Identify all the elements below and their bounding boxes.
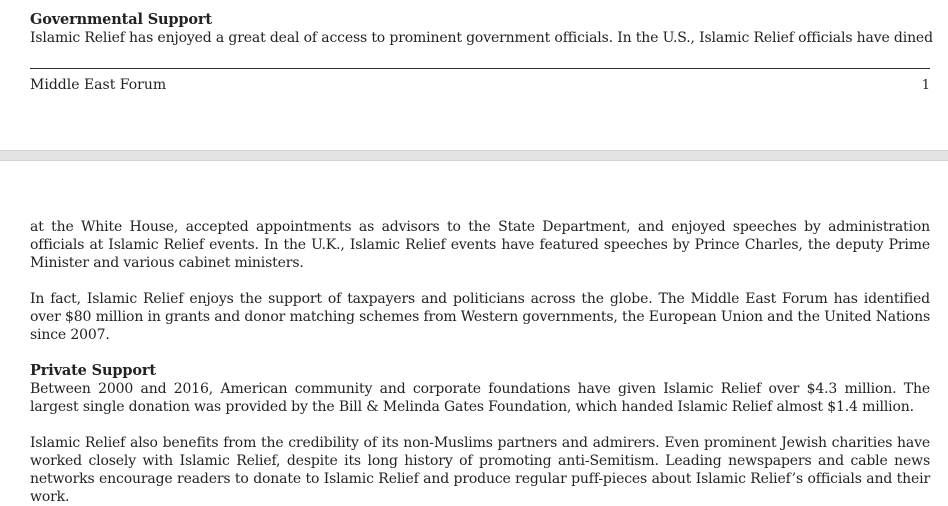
document-page-2 xyxy=(0,161,948,505)
paragraph-white-house: at the White House, accepted appointments as advisors to the State Department, and enjoyed speeches by administration officials at Islamic Relief events. In the U.K., Islamic Relief events have featured speeches by Prince Charles, the deputy Prime Minister and various cabinet ministers. xyxy=(30,219,930,271)
section-heading-governmental-support: Governmental Support xyxy=(30,11,212,28)
document-page-1 xyxy=(0,0,948,150)
page-separator xyxy=(0,150,948,161)
paragraph-foundations: Between 2000 and 2016, American community and corporate foundations have given Islamic Relief over $4.3 million. The largest single donation was provided by the Bill & Melinda Gates Foundation, which handed Islamic Relief almost $1.4 million. xyxy=(30,381,930,415)
paragraph-credibility: Islamic Relief also benefits from the credibility of its non-Muslims partners and admirers. Even prominent Jewish charities have worked closely with Islamic Relief, despite its long history of promoting anti-Semitism. Leading newspapers and cable news networks encourage readers to donate to Islamic Relief and produce regular puff-pieces about Islamic Relief’s officials and their work. xyxy=(30,435,930,505)
footer-organization: Middle East Forum xyxy=(30,77,167,93)
page-1-text-block xyxy=(30,11,933,47)
paragraph-line-governmental-support xyxy=(30,29,933,47)
paragraph-taxpayers: In fact, Islamic Relief enjoys the support of taxpayers and politicians across the globe. The Middle East Forum has identified over $80 million in grants and donor matching schemes from Western governments, the European Union and the United Nations since 2007. xyxy=(30,291,930,343)
page-number: 1 xyxy=(921,78,930,93)
footer-divider xyxy=(30,68,930,69)
section-heading-private-support: Private Support xyxy=(30,362,156,379)
paragraph-spacer xyxy=(30,344,930,362)
page-2-text-block xyxy=(30,218,930,506)
paragraph-text: Islamic Relief has enjoyed a great deal of access to prominent government officials. In the U.S., Islamic Relief officials have dined xyxy=(30,30,933,46)
paragraph-spacer xyxy=(30,272,930,290)
paragraph-spacer xyxy=(30,416,930,434)
